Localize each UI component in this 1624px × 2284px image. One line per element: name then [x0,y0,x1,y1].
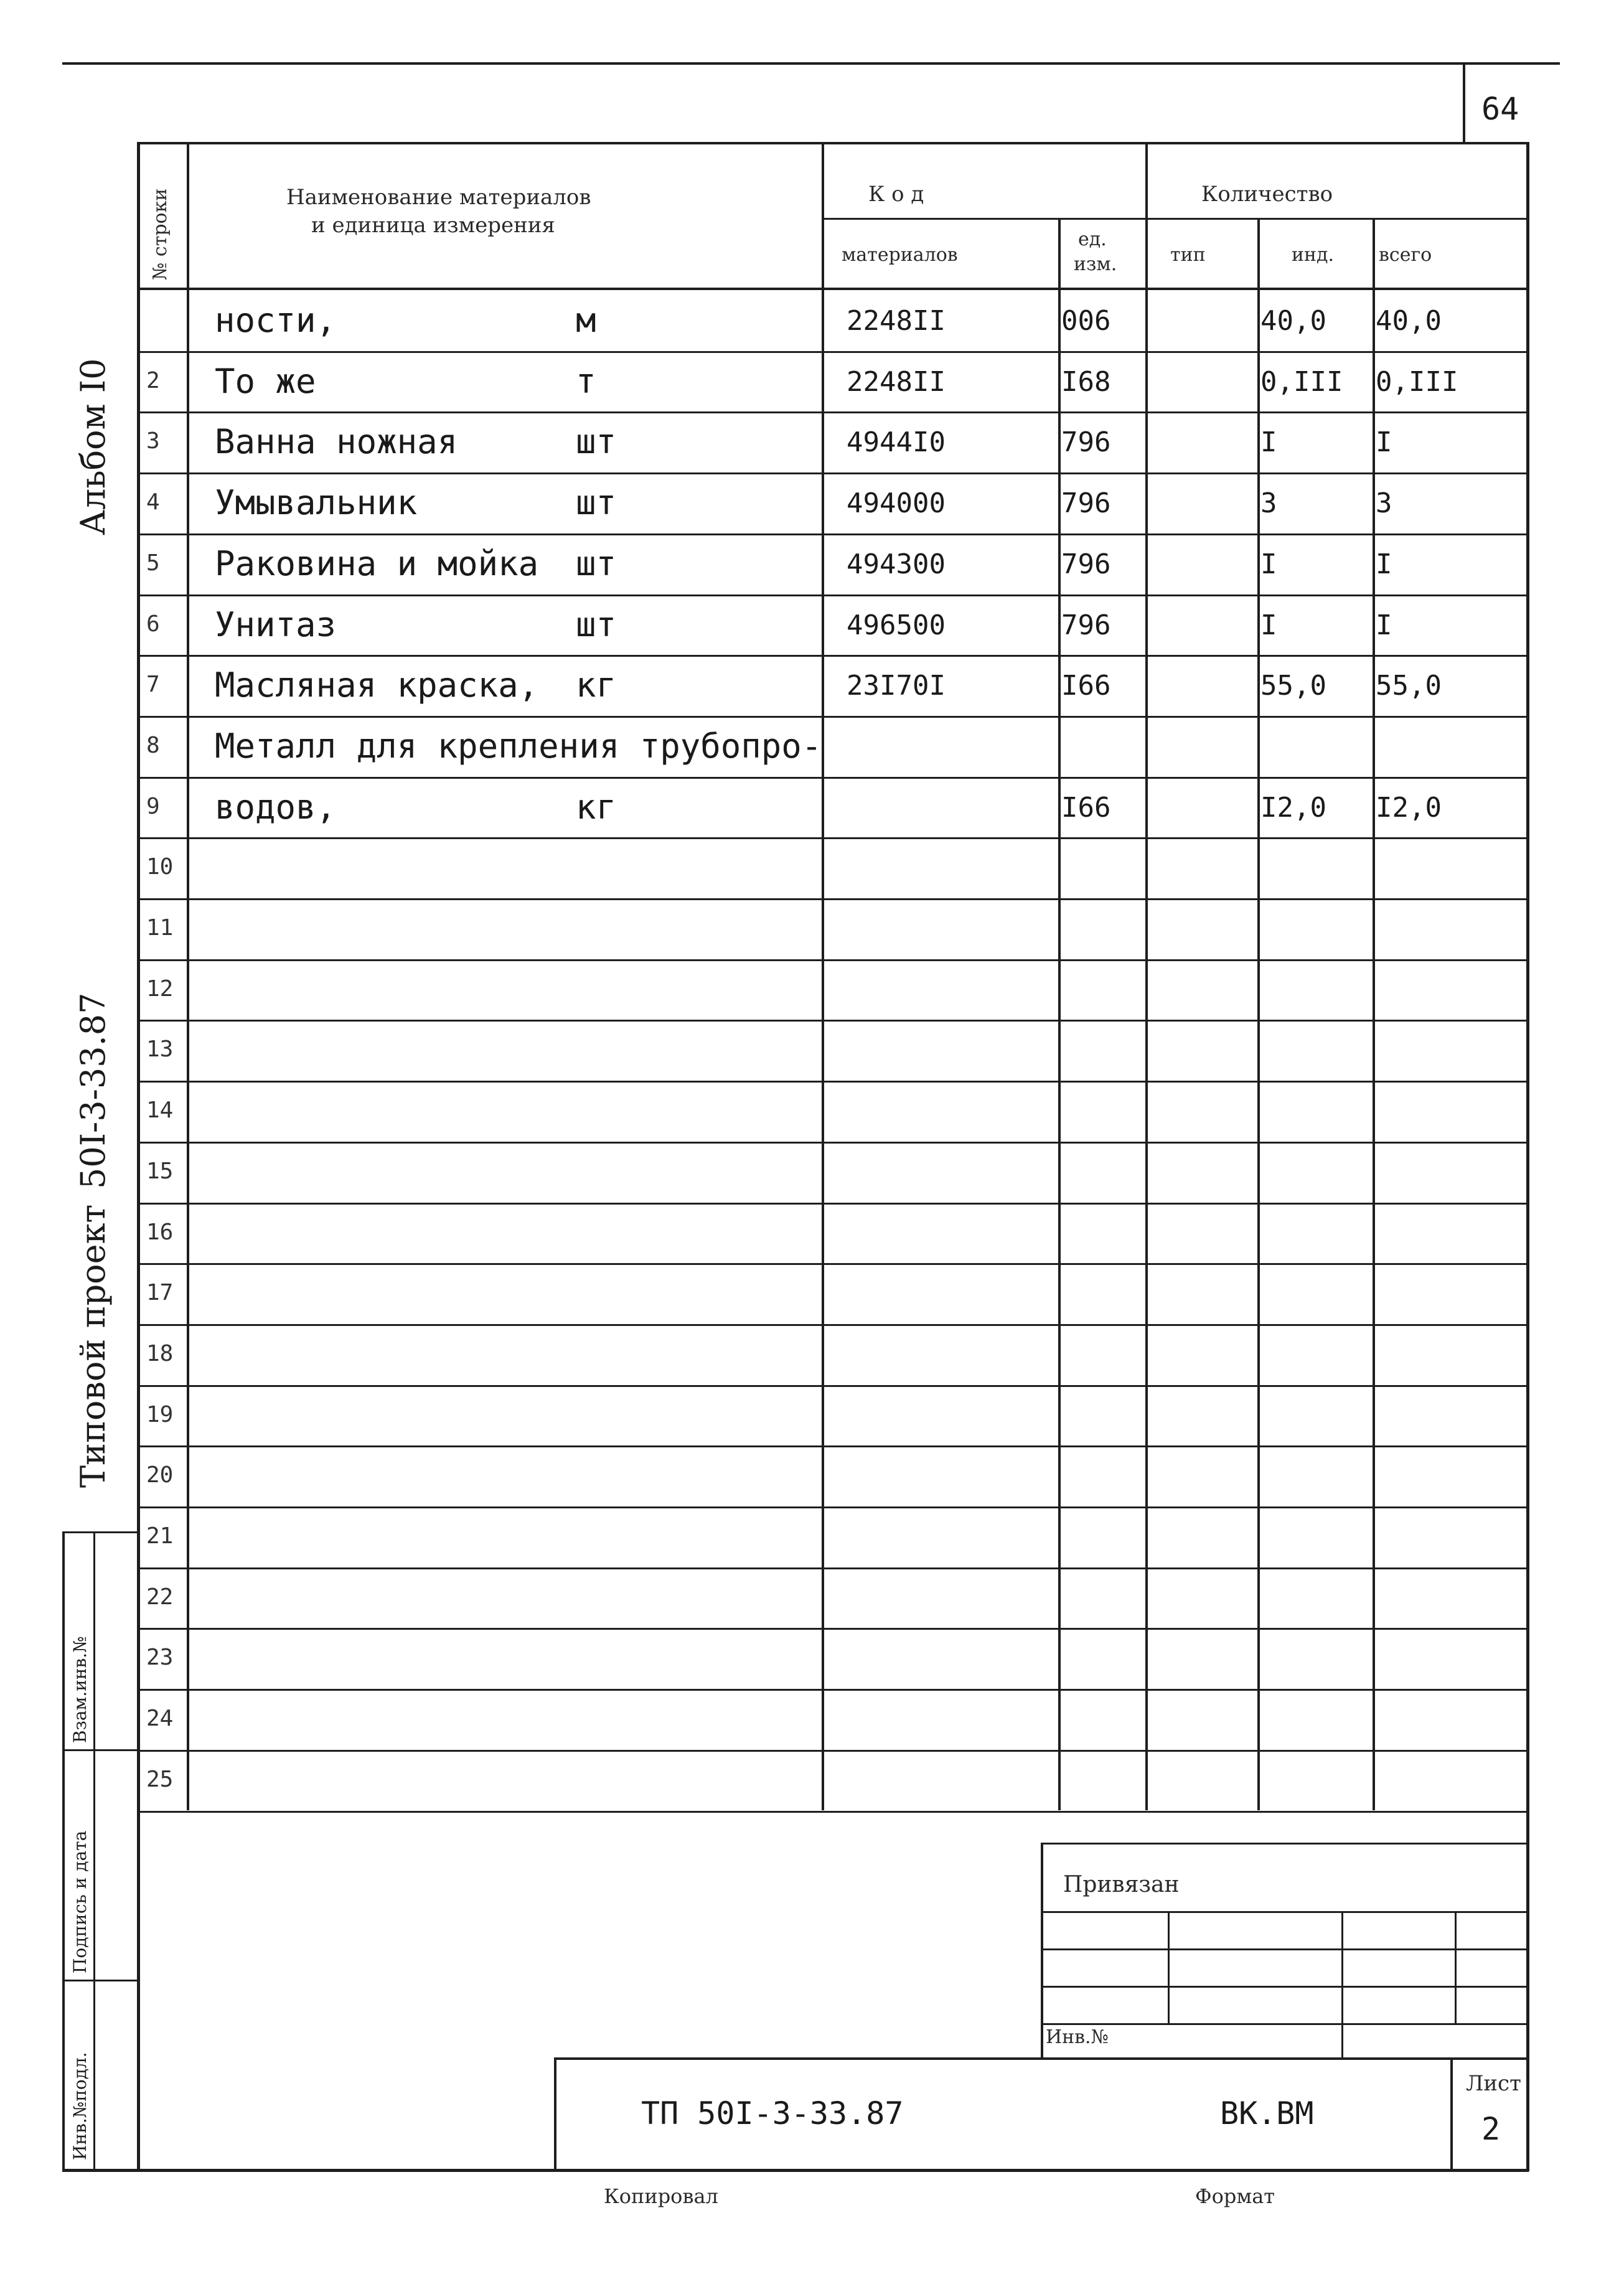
header-name: Наименование материалов [286,185,591,210]
row-ind: 40,0 [1260,305,1326,337]
table-row-line [137,1689,1529,1691]
row-number: 11 [146,915,174,941]
row-number: 15 [146,1158,174,1184]
table-row-line [137,351,1529,353]
inv-no-label: Инв.№ [1046,2026,1109,2048]
row-ind: I2,0 [1260,792,1326,824]
row-number: 7 [146,672,160,697]
row-number: 18 [146,1341,174,1366]
row-total: 3 [1376,487,1392,519]
table-row-line [137,1203,1529,1205]
side-col-divider [93,1531,95,2171]
header-rowno: № строки [149,188,171,280]
row-total: 55,0 [1376,670,1442,702]
row-number: 19 [146,1402,174,1427]
row-number: 2 [146,368,160,393]
row-name: Металл для крепления трубопро- [215,726,822,766]
row-name: ности, [215,301,337,340]
table-row-line [137,1567,1529,1569]
row-code: 496500 [847,609,946,641]
privyazan-label: Привязан [1063,1872,1180,1897]
frame-top [137,142,1529,144]
row-name: Масляная краска, [215,665,539,705]
side-divider-3 [62,1980,140,1981]
row-total: I [1376,426,1392,458]
table-row-line [137,1750,1529,1752]
row-number: 14 [146,1097,174,1123]
header-col-rowno [187,142,189,1810]
row-unit: шт [576,422,617,461]
table-row-line [137,1811,1529,1813]
side-divider-1 [62,1531,140,1533]
row-code: 2248II [847,305,946,337]
row-total: I [1376,548,1392,580]
header-qty-type: тип [1170,244,1206,266]
stamp-col-3 [1455,1911,1457,2023]
header-qty-total: всего [1379,244,1432,266]
header-col-total [1373,218,1375,1810]
row-total: 0,III [1376,366,1458,398]
row-code: 23I70I [847,670,946,702]
table-row-line [137,1324,1529,1326]
podpis-data-label: Подпись и дата [70,1830,90,1973]
table-row-line [137,533,1529,535]
row-number: 25 [146,1767,174,1792]
top-frame-line [1463,62,1465,143]
row-number: 13 [146,1036,174,1062]
header-col-name-end [822,142,824,1810]
row-number: 4 [146,489,160,515]
table-row-line [137,1020,1529,1022]
header-quantity: Количество [1201,182,1333,207]
row-ind: 55,0 [1260,670,1326,702]
row-unit-code: I66 [1061,670,1111,702]
row-name: Унитаз [215,605,337,644]
title-box-left [554,2057,556,2169]
doc-code: ТП 50I-3-33.87 [641,2095,904,2131]
row-total: 40,0 [1376,305,1442,337]
row-unit-code: I66 [1061,792,1111,824]
row-number: 8 [146,733,160,758]
table-row-line [137,594,1529,596]
row-unit-code: 796 [1061,548,1111,580]
frame-left [137,142,140,2171]
row-number: 9 [146,794,160,819]
stamp-box-top [1041,1843,1529,1845]
row-number: 17 [146,1280,174,1305]
row-ind: 0,III [1260,366,1343,398]
side-divider-2 [62,1749,140,1751]
header-col-ind [1257,218,1260,1810]
row-unit: кг [576,787,617,827]
title-box-sheet-div [1450,2057,1453,2169]
header-code-unit: ед. [1078,228,1107,250]
row-number: 21 [146,1523,174,1549]
row-total: I [1376,609,1392,641]
header-col-code-unit [1058,218,1061,1810]
row-unit: шт [576,544,617,583]
row-name: То же [215,362,316,401]
row-unit: т [576,362,596,401]
format-label: Формат [1195,2184,1275,2208]
row-number: 20 [146,1462,174,1488]
header-qty-ind: инд. [1292,244,1334,266]
table-row-line [137,655,1529,657]
album-label: Альбом I0 [73,358,113,535]
row-code: 494300 [847,548,946,580]
row-number: 22 [146,1584,174,1610]
row-code: 494000 [847,487,946,519]
table-row-line [137,1506,1529,1508]
header-code-material: материалов [842,244,958,266]
header-sub-line [822,218,1528,220]
row-number: 23 [146,1645,174,1670]
project-type-label: Типовой проект [73,1204,113,1488]
table-row-line [137,716,1529,718]
table-row-line [137,1142,1529,1144]
header-bottom [137,288,1529,290]
row-name: Ванна ножная [215,422,458,461]
row-unit: шт [576,483,617,522]
row-name: Умывальник [215,483,418,522]
table-row-line [137,837,1529,839]
sheet-number: 2 [1481,2111,1501,2147]
table-row-line [137,959,1529,961]
row-code: 2248II [847,366,946,398]
row-ind: I [1260,609,1277,641]
project-code-label: 50I-3-33.87 [73,992,113,1189]
row-number: 3 [146,428,160,454]
row-ind: I [1260,548,1277,580]
row-number: 16 [146,1220,174,1245]
row-number: 10 [146,854,174,880]
row-total: I2,0 [1376,792,1442,824]
header-col-qty-start [1145,142,1148,1810]
table-row-line [137,1628,1529,1630]
row-unit: кг [576,665,617,705]
row-name: водов, [215,787,337,827]
row-unit-code: 796 [1061,426,1111,458]
stamp-col-2 [1341,1911,1343,2057]
row-ind: 3 [1260,487,1277,519]
copied-label: Копировал [604,2184,718,2208]
page-number: 64 [1481,91,1519,127]
row-number: 12 [146,976,174,1002]
row-number: 6 [146,611,160,637]
top-border [62,62,1560,65]
row-name: Раковина и мойка [215,544,539,583]
row-unit-code: I68 [1061,366,1111,398]
frame-right [1526,142,1529,2171]
table-row-line [137,1445,1529,1447]
frame-bottom [62,2169,1529,2172]
table-row-line [137,411,1529,413]
row-code: 4944I0 [847,426,946,458]
row-ind: I [1260,426,1277,458]
header-code-unit-line2: изм. [1074,253,1117,275]
inv-podl-label: Инв.№подл. [70,2052,90,2160]
sheet-label: Лист [1466,2071,1521,2096]
row-number: 5 [146,550,160,576]
row-unit: шт [576,605,617,644]
row-unit: м [576,301,596,340]
row-unit-code: 006 [1061,305,1111,337]
stamp-col-1 [1168,1911,1170,2023]
title-box-top [554,2057,1529,2060]
frame-far-left [62,1531,65,2171]
table-row-line [137,898,1529,900]
table-row-line [137,1263,1529,1265]
doc-mark: ВК.ВМ [1220,2095,1314,2131]
vzam-inv-label: Взам.инв.№ [70,1636,90,1743]
stamp-row-4 [1041,2023,1529,2025]
table-row-line [137,1385,1529,1387]
table-row-line [137,472,1529,474]
header-code: К о д [868,182,924,207]
table-row-line [137,1081,1529,1083]
header-name-line2: и единица измерения [311,213,555,238]
row-unit-code: 796 [1061,609,1111,641]
row-number: 24 [146,1706,174,1731]
table-row-line [137,777,1529,779]
row-unit-code: 796 [1061,487,1111,519]
